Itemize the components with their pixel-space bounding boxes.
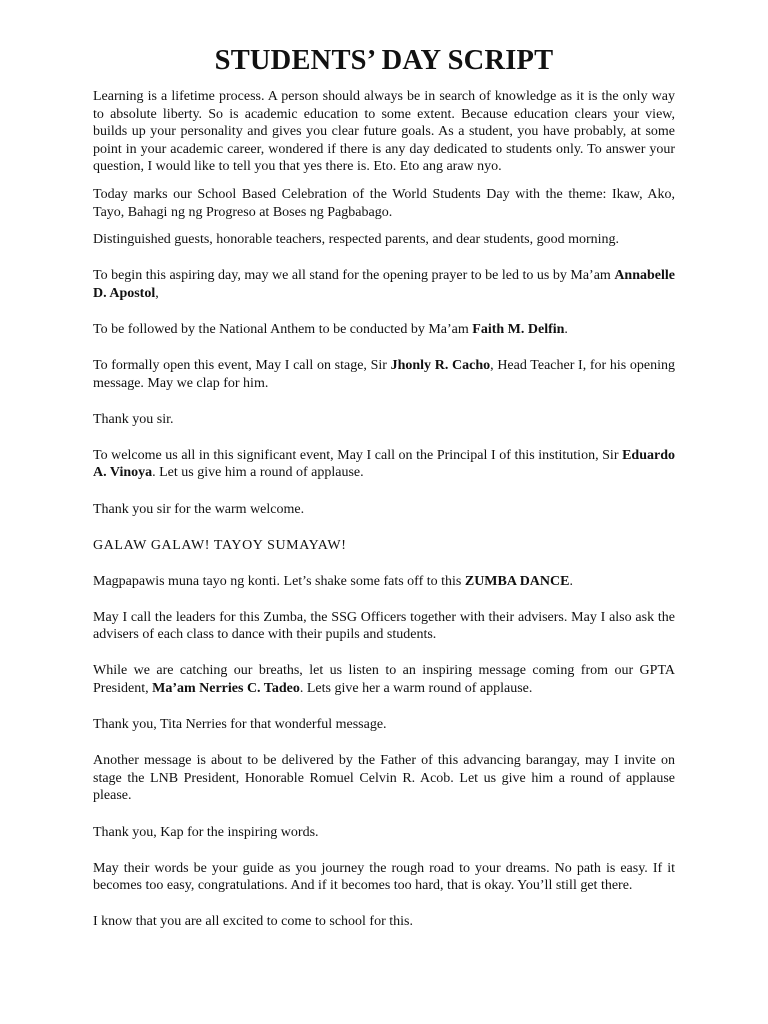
paragraph-welcome-message [93, 447, 675, 482]
paragraph-text: To welcome us all in this significant event, May I call on the Principal I of this institution, Sir [93, 447, 623, 463]
document-page [93, 44, 675, 949]
document-title: STUDENTS’ DAY SCRIPT [214, 45, 554, 76]
paragraph-text: . [569, 573, 573, 589]
speaker-name: Ma’am Nerries C. Tadeo [152, 681, 300, 697]
speaker-name: Jhonly R. Cacho [390, 358, 491, 374]
paragraph-opening-message [93, 357, 675, 392]
paragraph-thanks-sir: Thank you sir. [93, 411, 174, 427]
paragraph-text: To be followed by the National Anthem to be conducted by Ma’am [93, 321, 473, 337]
paragraph-text: , Head Teacher I, for his opening message. May we clap for him. [93, 358, 675, 391]
speaker-name: Faith M. Delfin [472, 321, 565, 337]
paragraph-text: To formally open this event, May I call on stage, Sir [93, 358, 391, 374]
paragraph-national-anthem [93, 321, 675, 339]
paragraph-zumba [93, 573, 675, 591]
paragraph-text: Magpapawis muna tayo ng konti. Let’s shake some fats off to this [93, 573, 465, 589]
paragraph-text: , [155, 285, 159, 301]
speaker-name: Eduardo A. Vinoya [93, 447, 675, 481]
paragraph-opening-prayer [93, 267, 675, 302]
paragraph-excited: I know that you are all excited to come to school for this. [93, 914, 413, 930]
paragraph-thanks-welcome: Thank you sir for the warm welcome. [93, 501, 305, 517]
paragraph-galaw: GALAW GALAW! TAYOY SUMAYAW! [93, 537, 347, 553]
paragraph-text: . Lets give her a warm round of applause. [299, 681, 533, 697]
paragraph-text: . Let us give him a round of applause. [152, 465, 364, 481]
paragraph-text: To begin this aspiring day, may we all stand for the opening prayer to be led to us by Ma’am [93, 268, 615, 284]
paragraph-thanks-kap: Thank you, Kap for the inspiring words. [93, 824, 319, 840]
speaker-name: Annabelle D. Apostol [93, 268, 675, 301]
paragraph-lnb-message: Another message is about to be delivered by the Father of this advancing barangay, may I invite on stage the LNB President, Honorable Romuel Celvin R. Acob. Let us give him a round of applause please. [93, 753, 675, 804]
paragraph-intro: Learning is a lifetime process. A person should always be in search of knowledge as it is the only way to absolute liberty. So is academic education to some extent. Because education clears your view, builds up your personality and gives you clear future goals. As a student, you have probably, at some point in your academic career, wondered if there is any day dedicated to students only. To answer your question, I would like to tell you that yes there is. Eto. Eto ang araw nyo. [93, 89, 675, 175]
paragraph-guide: May their words be your guide as you journey the rough road to your dreams. No path is easy. If it becomes too easy, congratulations. And if it becomes too hard, that is okay. You’ll still get there. [93, 860, 675, 894]
paragraph-text: While we are catching our breaths, let us listen to an inspiring message coming from our GPTA President, [93, 663, 675, 697]
paragraph-zumba-leaders: May I call the leaders for this Zumba, the SSG Officers together with their advisers. May I also ask the advisers of each class to dance with their pupils and students. [93, 609, 675, 643]
paragraph-text: . [564, 321, 568, 337]
paragraph-gpta-message [93, 662, 675, 697]
paragraph-thanks-tita: Thank you, Tita Nerries for that wonderful message. [93, 717, 387, 733]
paragraph-greeting: Distinguished guests, honorable teachers, respected parents, and dear students, good morning. [93, 232, 620, 248]
paragraph-theme: Today marks our School Based Celebration of the World Students Day with the theme: Ikaw, Ako, Tayo, Bahagi ng ng Progreso at Boses ng Pagbabago. [93, 186, 675, 220]
event-name: ZUMBA DANCE [464, 573, 570, 589]
